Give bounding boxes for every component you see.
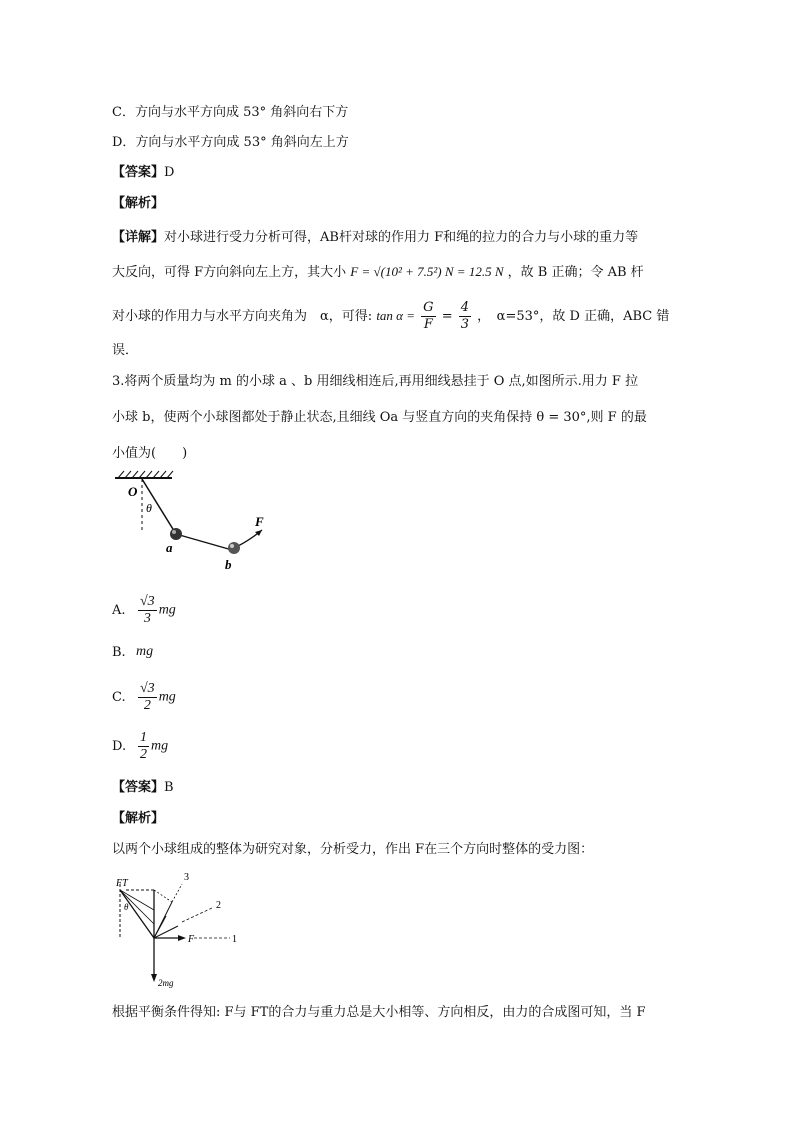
option-c-q3: C. $\frac{√3}{2}$ mg: [112, 681, 176, 713]
label-a: a: [166, 540, 173, 555]
pendulum-figure: [110, 470, 290, 580]
svg-text:θ: θ: [124, 902, 129, 912]
svg-text:3: 3: [184, 872, 189, 883]
analysis-label-prev: 【解析】: [112, 196, 165, 211]
q3-text-3: 小值为( ): [112, 446, 188, 461]
tan-expr: tan α =: [376, 308, 416, 323]
ball-b: [228, 542, 240, 554]
q3-text-2: 小球 b，使两个小球图都处于静止状态,且细线 Oa 与竖直方向的夹角保持 θ = 30°,则 F 的最: [112, 410, 647, 425]
answer-label: 【答案】: [112, 165, 165, 180]
detail-line-1: [112, 228, 638, 248]
answer-row-prev: [112, 163, 174, 183]
detail-text-2a: 大反向，可得 F方向斜向左上方，其大小: [112, 265, 347, 280]
force-diagram: [112, 870, 252, 990]
option-a: A. $\frac{√3}{3}$ mg: [112, 594, 176, 626]
analysis-label-q3: 【解析】: [112, 811, 165, 826]
string-ab: [176, 534, 232, 550]
detail-line-4: 误．: [112, 343, 139, 358]
fraction-4-3: $\frac{4}{3}$: [460, 300, 470, 332]
answer-label-q3: 【答案】: [112, 780, 165, 795]
svg-text:2mg: 2mg: [158, 978, 174, 988]
detail-text-3b: ， α=53°，故 D 正确，ABC 错: [477, 309, 670, 324]
detail-line-3: [112, 300, 669, 333]
formula-f: F = √(10² + 7.5²) N = 12.5 N: [350, 264, 504, 279]
ceiling-hatch: [118, 471, 173, 478]
detail-text-1: 对小球进行受力分析可得，AB杆对球的作用力 F和绳的拉力的合力与小球的重力等: [164, 230, 639, 245]
label-o: O: [128, 484, 138, 499]
label-b: b: [225, 557, 232, 572]
analysis-line-2: 根据平衡条件得知: F与 FT的合力与重力总是大小相等、方向相反，由力的合成图可知，当 F: [112, 1005, 646, 1020]
answer-value-q3: B: [164, 780, 174, 795]
detail-line-2: [112, 262, 644, 283]
svg-text:2: 2: [216, 900, 221, 911]
option-b: B. mg: [112, 644, 154, 660]
analysis-line-1: 以两个小球组成的整体为研究对象，分析受力，作出 F在三个方向时整体的受力图：: [112, 842, 594, 857]
detail-label: 【详解】: [112, 230, 165, 245]
svg-text:FT: FT: [116, 878, 128, 889]
label-theta: θ: [146, 501, 152, 515]
ball-a: [170, 528, 182, 540]
answer-value: D: [164, 165, 175, 180]
eq-sign: =: [441, 309, 453, 324]
label-f: F: [255, 514, 264, 529]
option-d-q3: D. $\frac{1}{2}$ mg: [112, 730, 169, 762]
option-c: C．方向与水平方向成 53° 角斜向右下方: [112, 105, 349, 120]
svg-text:F: F: [188, 934, 195, 945]
detail-text-2b: ，故 B 正确；令 AB 杆: [507, 265, 644, 280]
detail-text-3a: 对小球的作用力与水平方向夹角为 α，可得:: [112, 309, 373, 324]
q3-text-1: 3.将两个质量均为 m 的小球 a 、b 用细线相连后,再用细线悬挂于 O 点,如图所示.用力 F 拉: [112, 374, 639, 389]
option-d: D．方向与水平方向成 53° 角斜向左上方: [112, 135, 349, 150]
svg-text:1: 1: [232, 934, 237, 945]
answer-row-q3: [112, 778, 174, 798]
fraction-g-f: $\frac{G}{F}$: [423, 300, 434, 332]
